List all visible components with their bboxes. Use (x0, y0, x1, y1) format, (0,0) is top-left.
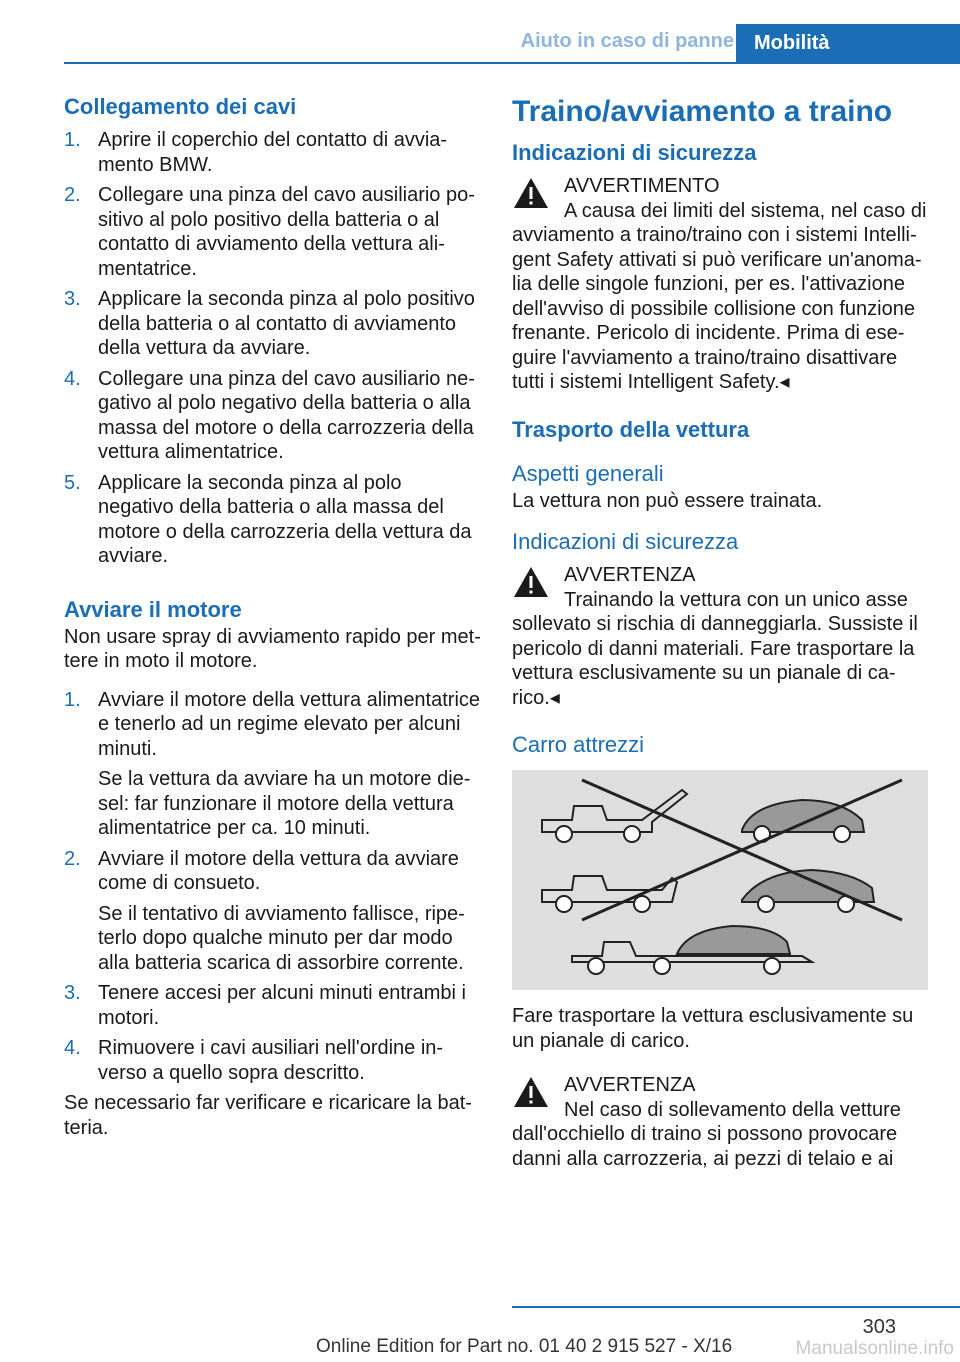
heading-transport: Trasporto della vettura (512, 416, 750, 442)
page-header (64, 24, 960, 64)
heading-cable-connection: Collegamento dei cavi (64, 94, 297, 119)
header-section-title: Aiuto in caso di panne (520, 30, 734, 52)
cable-steps-list (64, 128, 482, 569)
list-item: 1. Avviare il motore della vettura alimentatrice e tenerlo ad un regime elevato per alcuni minuti. Se la vettura da avviare ha un motore die-sel: far funzionare il motore della vettura alimentatrice per ca. 10 minuti. (64, 688, 481, 839)
tow-truck-illustration (512, 770, 928, 990)
header-chapter-tab: Mobilità (736, 24, 960, 62)
warning-label: AVVERTENZA (564, 1074, 696, 1096)
list-item: 2. Avviare il motore della vettura da avviare come di consueto. Se il tentativo di avviamento fallisce, ripe-terlo dopo qualche minuto per dar modo alla batteria scarica di assorbire corrente. (64, 847, 465, 974)
warning-triangle-icon (512, 176, 550, 210)
general-text: La vettura non può essere trainata. (512, 489, 823, 512)
page-number: 303 (862, 1316, 896, 1338)
warning-triangle-icon (512, 565, 550, 599)
start-intro-text: Non usare spray di avviamento rapido per met-tere in moto il motore. (64, 625, 481, 672)
list-item: 4. Rimuovere i cavi ausiliari nell'ordine in-verso a quello sopra descritto. (64, 1037, 444, 1084)
heading-safety-1: Indicazioni di sicurezza (512, 140, 757, 165)
figure-caption: Fare trasportare la vettura esclusivamente su un pianale di carico. (512, 1005, 914, 1052)
closing-text: Se necessario far verificare e ricaricare la bat-teria. (64, 1092, 472, 1139)
heading-safety-2: Indicazioni di sicurezza (512, 529, 739, 554)
warning-text: Trainando la vettura con un unico asse sollevato si rischia di danneggiarla. Sussiste il pericolo di danni materiali. Fare trasportare la vettura esclusivamente su un pianale di ca-rico.◂ (512, 588, 918, 709)
list-item: 3. Applicare la seconda pinza al polo positivo della batteria o al contatto di avviamento della vettura da avviare. (64, 288, 475, 359)
warning-block-3 (512, 1073, 930, 1171)
warning-text: Nel caso di sollevamento della vetture dall'occhiello di traino si possono provocare danni alla carrozzeria, ai pezzi di telaio e ai (512, 1098, 901, 1170)
list-item: 2. Collegare una pinza del cavo ausiliario po-sitivo al polo positivo della batteria o al contatto di avviamento della vettura ali-mentatrice. (64, 184, 475, 280)
page-title: Traino/avviamento a traino (512, 95, 893, 128)
warning-text: A causa dei limiti del sistema, nel caso di avviamento a traino/traino con i sistemi Intelli-gent Safety attivati si può verificare un'anoma-lia delle singole funzioni, per es. l'attivazione dell'avviso di possibile collisione con funzione frenante. Pericolo di incidente. Prima di ese-guire l'avviamento a traino/traino disattivare tutti i sistemi Intelligent Safety.◂ (512, 199, 927, 393)
list-item: 5. Applicare la seconda pinza al polo negativo della batteria o alla massa del motore o della carrozzeria della vettura da avviare. (64, 471, 472, 567)
list-item: 1. Aprire il coperchio del contatto di avvia-mento BMW. (64, 129, 448, 176)
warning-block-2 (512, 563, 930, 710)
warning-triangle-icon (512, 1075, 550, 1109)
start-steps-list (64, 688, 482, 1086)
right-column (512, 92, 930, 1171)
heading-tow-truck: Carro attrezzi (512, 732, 645, 757)
watermark: Manualsonline.info (795, 1338, 954, 1359)
list-item: 3. Tenere accesi per alcuni minuti entrambi i motori. (64, 982, 466, 1029)
edition-note: Online Edition for Part no. 01 40 2 915 527 - X/16 (316, 1336, 733, 1357)
warning-label: AVVERTENZA (564, 564, 696, 586)
list-item: 4. Collegare una pinza del cavo ausiliario ne-gativo al polo negativo della batteria o alla massa del motore o della carrozzeria della vettura alimentatrice. (64, 367, 475, 463)
left-column (64, 92, 482, 1140)
tow-truck-drawing (512, 770, 928, 990)
heading-start-engine: Avviare il motore (64, 596, 242, 622)
heading-general: Aspetti generali (512, 460, 664, 486)
footer-rule (512, 1306, 960, 1308)
warning-label: AVVERTIMENTO (564, 175, 720, 197)
warning-block-1 (512, 174, 930, 395)
